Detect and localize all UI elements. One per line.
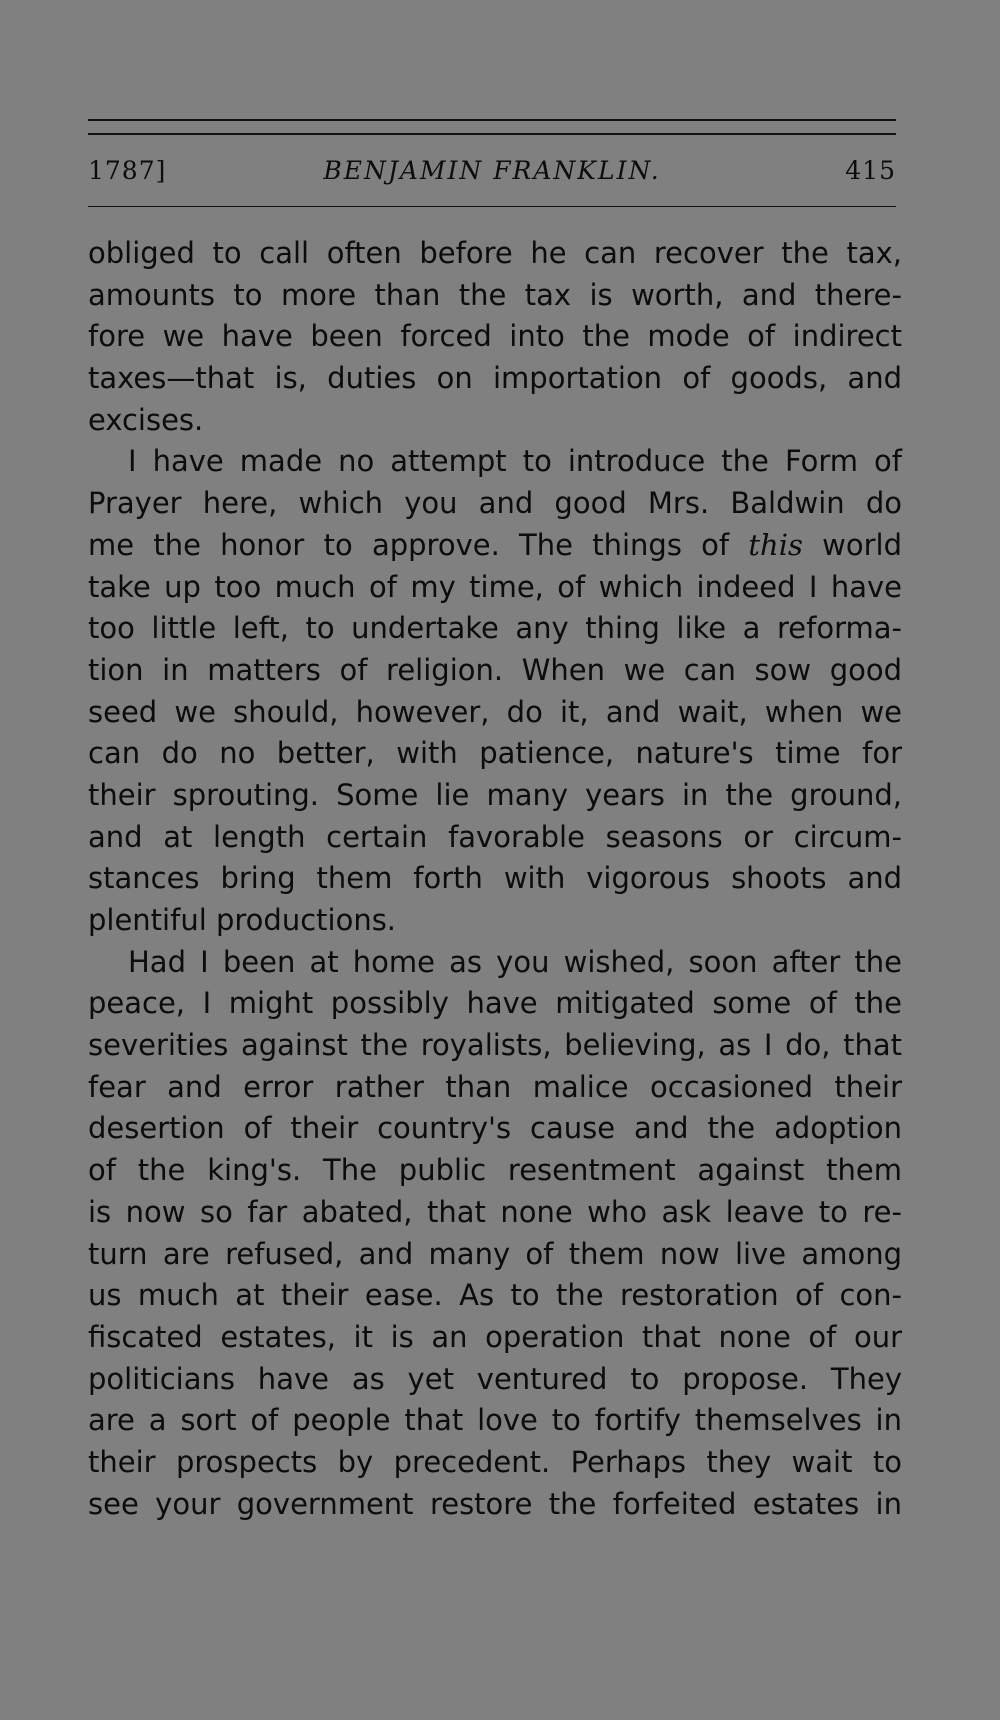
text-line: Prayer here, which you and good Mrs. Baldwin do: [88, 486, 902, 521]
text-line: plentiful productions.: [88, 903, 397, 937]
paragraph: [88, 441, 902, 941]
text-line: fear and error rather than malice occasioned their: [88, 1069, 902, 1104]
header-rule: [88, 206, 896, 207]
text-line: stances bring them forth with vigorous shoots and: [88, 861, 902, 896]
italic-word: this: [748, 527, 803, 562]
text-line: is now so far abated, that none who ask leave to re-: [88, 1194, 902, 1229]
text-line: desertion of their country's cause and the adoption: [88, 1111, 902, 1146]
text-line: fiscated estates, it is an operation that none of our: [88, 1319, 902, 1354]
text-line: fore we have been forced into the mode of indirect: [88, 319, 902, 354]
text-line: their prospects by precedent. Perhaps they wait to: [88, 1444, 902, 1479]
text-line: can do no better, with patience, nature's time for: [88, 736, 902, 771]
text-line: us much at their ease. As to the restoration of con-: [88, 1278, 902, 1313]
text-line: and at length certain favorable seasons or circum-: [88, 819, 902, 854]
text-line: tion in matters of religion. When we can sow good: [88, 652, 902, 687]
text-line: are a sort of people that love to fortify themselves in: [88, 1403, 902, 1438]
header-title: BENJAMIN FRANKLIN.: [323, 156, 661, 185]
text-line: me the honor to approve. The things of this world: [88, 527, 902, 562]
text-line: seed we should, however, do it, and wait, when we: [88, 694, 902, 729]
text-line: peace, I might possibly have mitigated some of the: [88, 986, 902, 1021]
running-header: [88, 156, 896, 196]
text-line: amounts to more than the tax is worth, and there-: [88, 277, 902, 312]
header-double-rule-top: [88, 119, 896, 121]
text-line: see your government restore the forfeited estates in: [88, 1486, 902, 1521]
body-text: [88, 233, 902, 1525]
paragraph: [88, 942, 902, 1526]
header-double-rule-bottom: [88, 133, 896, 135]
text-line: too little left, to undertake any thing like a reforma-: [88, 611, 902, 646]
text-line: obliged to call often before he can recover the tax,: [88, 236, 902, 270]
text-line: of the king's. The public resentment against them: [88, 1153, 902, 1188]
header-year: 1787]: [88, 156, 167, 185]
paragraph: [88, 233, 902, 441]
text-line: I have made no attempt to introduce the Form of: [128, 444, 902, 479]
text-line: politicians have as yet ventured to propose. They: [88, 1361, 902, 1396]
text-line: their sprouting. Some lie many years in the ground,: [88, 777, 902, 812]
text-line: turn are refused, and many of them now live among: [88, 1236, 902, 1271]
text-line: taxes—that is, duties on importation of goods, and: [88, 361, 902, 396]
text-line: take up too much of my time, of which indeed I have: [88, 569, 902, 604]
page-number: 415: [845, 156, 896, 185]
text-line: excises.: [88, 402, 204, 437]
text-line: Had I been at home as you wished, soon after the: [128, 944, 902, 979]
text-line: severities against the royalists, believing, as I do, that: [88, 1028, 902, 1063]
